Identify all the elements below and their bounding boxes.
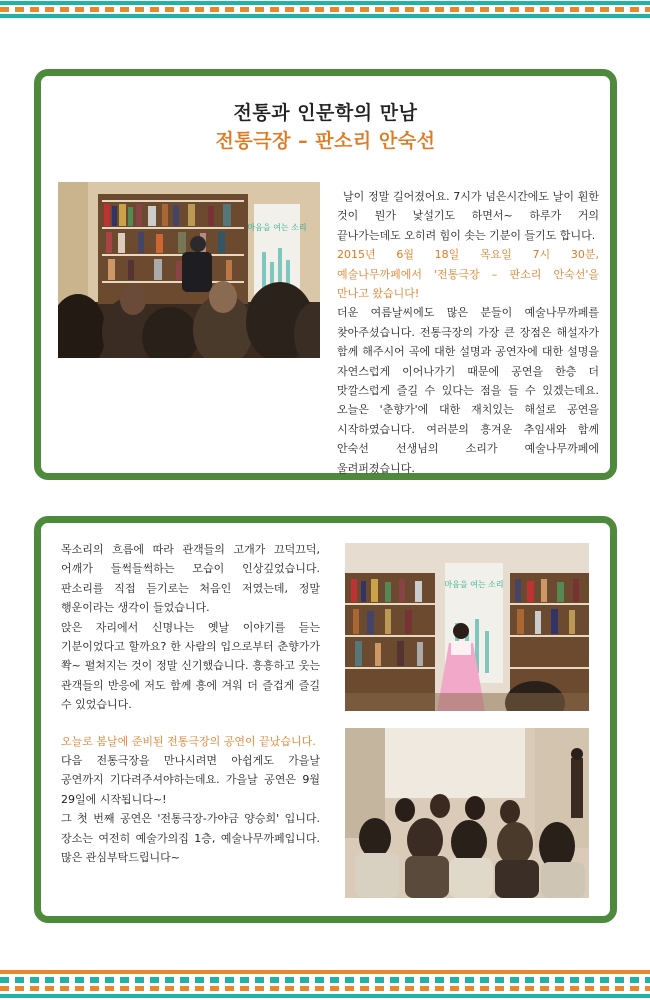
top-decorative-stripe: [0, 0, 650, 22]
audience-photo: [345, 728, 589, 898]
intro-card: [34, 69, 617, 480]
review-paragraph-3: 다음 전통극장을 만나시려면 아쉽게도 가을날 공연까지 기다려주셔야하는데요. 가을날 공연은 9월 29일에 시작됩니다~!: [61, 754, 320, 806]
performance-photo-commentator: [58, 182, 320, 358]
article-title: 전통과 인문학의 만남: [233, 102, 418, 124]
review-card: [34, 516, 617, 923]
review-paragraph-4: 그 첫 번째 공연은 '전통극장-가야금 양승희' 입니다. 장소는 여전히 예술가의집 1층, 예술나무까페입니다. 많은 관심부탁드립니다~: [61, 812, 320, 865]
review-paragraph-2: 앉은 자리에서 신명나는 옛날 이야기를 듣는 기분이었다고 할까요? 한 사람의 입으로부터 춘향가가 쫙~ 펼쳐지는 것이 정말 신기했습니다. 흥흥하고 웃는 관객들의 반응에 저도 함께 흥에 겨워 더 즐겁게 즐길 수 있었습니다.: [61, 620, 320, 712]
poster-text: 마음을 여는 소리: [247, 223, 307, 232]
spacer: [61, 715, 320, 732]
article-subtitle: 전통극장 – 판소리 안숙선: [215, 130, 436, 152]
review-text: [61, 540, 320, 868]
performance-photo-singer: [345, 543, 589, 711]
season-end-highlight: 오늘로 봄날에 준비된 전통극장의 공연이 끝났습니다.: [61, 734, 316, 748]
intro-body-paragraph: 더운 여름날씨에도 많은 분들이 예술나무까페를 찾아주셨습니다. 전통극장의 가장 큰 장점은 해설자가 함께 해주시어 곡에 대한 설명과 공연자에 대한 설명을 자연스럽게 이어나가기 때문에 공연을 한층 더 맛깔스럽게 즐길 수 있다는 점을 들 수 있겠는데요. 오늘은 '춘향가'에 대한 재치있는 해설로 공연을 시작하였습니다. 여러분의 흥겨운 추임새와 함께 안숙선 선생님의 소리가 예술나무까페에 울려퍼졌습니다.: [337, 306, 599, 475]
bottom-decorative-stripe: [0, 966, 650, 1000]
intro-paragraph: 날이 정말 길어졌어요. 7시가 넘은시간에도 날이 훤한 것이 뭔가 낯설기도 하면서~ 하루가 거의 끝나가는데도 오히려 힘이 솟는 기분이 들기도 합니다.: [337, 190, 599, 242]
review-paragraph-1: 목소리의 흐름에 따라 관객들의 고개가 끄덕끄덕, 어깨가 들썩들썩하는 모습이 인상깊었습니다. 판소리를 직접 듣기로는 처음인 저였는데, 정말 행운이라는 생각이 들었습니다.: [61, 543, 320, 615]
intro-text: [337, 187, 599, 478]
event-date-highlight: 2015년 6월 18일 목요일 7시 30분, 예술나무까페에서 '전통극장 – 판소리 안숙선'을 만나고 왔습니다!: [337, 248, 599, 301]
poster-text-2: 마음을 여는 소리: [444, 580, 504, 589]
